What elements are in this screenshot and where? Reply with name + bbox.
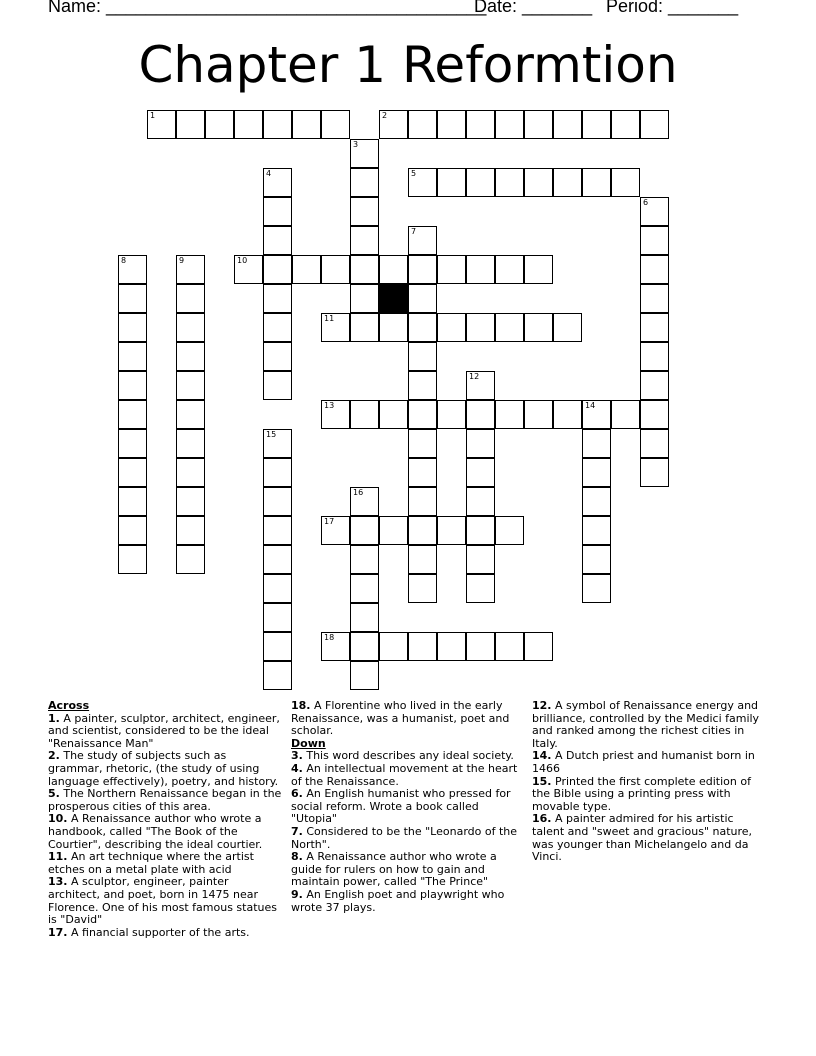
clue-item: 15. Printed the first complete edition of the Bible using a printing press with movable type. (532, 774, 751, 813)
crossword-cell[interactable] (350, 226, 379, 255)
crossword-cell[interactable] (408, 458, 437, 487)
crossword-cell[interactable] (495, 168, 524, 197)
crossword-cell[interactable] (263, 226, 292, 255)
clue-number: 10 (237, 256, 248, 265)
crossword-cell[interactable] (176, 342, 205, 371)
crossword-cell[interactable] (553, 110, 582, 139)
clue-number: 16 (353, 488, 364, 497)
crossword-cell[interactable] (321, 632, 350, 661)
clue-number: 3 (353, 140, 359, 149)
crossword-cell[interactable] (611, 400, 640, 429)
crossword-cell[interactable] (408, 255, 437, 284)
clues-column-3 (532, 700, 764, 864)
crossword-cell[interactable] (350, 313, 379, 342)
date-field[interactable]: Date: _______ (474, 0, 593, 16)
clue-number: 7 (411, 227, 417, 236)
crossword-cell[interactable] (408, 168, 437, 197)
crossword-cell[interactable] (640, 313, 669, 342)
crossword-cell[interactable] (263, 197, 292, 226)
crossword-cell[interactable] (466, 400, 495, 429)
crossword-cell[interactable] (524, 110, 553, 139)
crossword-cell[interactable] (611, 110, 640, 139)
crossword-cell[interactable] (234, 110, 263, 139)
crossword-cell[interactable] (466, 545, 495, 574)
crossword-cell[interactable] (176, 487, 205, 516)
crossword-cell[interactable] (408, 110, 437, 139)
clue-number: 13 (324, 401, 335, 410)
blocked-cell (379, 284, 408, 313)
crossword-cell[interactable] (118, 458, 147, 487)
crossword-cell[interactable] (640, 371, 669, 400)
crossword-cell[interactable] (408, 516, 437, 545)
clue-number: 12 (469, 372, 480, 381)
crossword-cell[interactable] (495, 516, 524, 545)
crossword-cell[interactable] (263, 168, 292, 197)
period-field[interactable]: Period: _______ (606, 0, 739, 16)
clue-number: 6 (643, 198, 649, 207)
crossword-cell[interactable] (466, 168, 495, 197)
crossword-cell[interactable] (350, 603, 379, 632)
crossword-cell[interactable] (495, 632, 524, 661)
crossword-cell[interactable] (118, 371, 147, 400)
crossword-cell[interactable] (379, 516, 408, 545)
crossword-cell[interactable] (350, 487, 379, 516)
clue-item: 12. A symbol of Renaissance energy and brilliance, controlled by the Medici family and ranked among the richest cities in Italy. (532, 699, 760, 750)
crossword-cell[interactable] (640, 400, 669, 429)
crossword-cell[interactable] (379, 110, 408, 139)
crossword-cell[interactable] (147, 110, 176, 139)
crossword-cell[interactable] (408, 574, 437, 603)
crossword-cell[interactable] (263, 342, 292, 371)
clue-item: 9. An English poet and playwright who wrote 37 plays. (291, 887, 505, 914)
crossword-cell[interactable] (176, 371, 205, 400)
crossword-cell[interactable] (408, 226, 437, 255)
crossword-cell[interactable] (379, 313, 408, 342)
crossword-cell[interactable] (292, 255, 321, 284)
crossword-cell[interactable] (408, 371, 437, 400)
clue-item: 18. A Florentine who lived in the early Renaissance, was a humanist, poet and scholar. (291, 699, 510, 738)
crossword-cell[interactable] (466, 487, 495, 516)
crossword-cell[interactable] (437, 516, 466, 545)
crossword-cell[interactable] (263, 110, 292, 139)
clue-number: 4 (266, 169, 272, 178)
crossword-cell[interactable] (263, 429, 292, 458)
crossword-cell[interactable] (437, 110, 466, 139)
crossword-cell[interactable] (263, 487, 292, 516)
crossword-cell[interactable] (408, 545, 437, 574)
crossword-cell[interactable] (118, 400, 147, 429)
crossword-cell[interactable] (553, 313, 582, 342)
crossword-cell[interactable] (321, 516, 350, 545)
crossword-cell[interactable] (350, 255, 379, 284)
clue-number: 8 (121, 256, 127, 265)
crossword-cell[interactable] (263, 574, 292, 603)
crossword-cell[interactable] (176, 400, 205, 429)
crossword-cell[interactable] (263, 632, 292, 661)
crossword-cell[interactable] (176, 110, 205, 139)
crossword-cell[interactable] (524, 632, 553, 661)
name-field[interactable]: Name: ______________________________________ (48, 0, 487, 16)
crossword-cell[interactable] (350, 574, 379, 603)
crossword-cell[interactable] (553, 400, 582, 429)
crossword-cell[interactable] (408, 429, 437, 458)
clue-number: 18 (324, 633, 335, 642)
across-heading: Across (48, 699, 90, 712)
clue-item: 5. The Northern Renaissance began in the prosperous cities of this area. (48, 787, 282, 813)
crossword-cell[interactable] (408, 487, 437, 516)
clue-number: 9 (179, 256, 185, 265)
clue-item: 16. A painter admired for his artistic talent and "sweet and gracious" nature, was younger than Michelangelo and da Vinci. (532, 812, 753, 864)
clue-item: 1. A painter, sculptor, architect, engineer, and scientist, considered to be the ideal "Renaissance Man" (48, 711, 280, 750)
crossword-cell[interactable] (176, 516, 205, 545)
clue-number: 17 (324, 517, 335, 526)
crossword-cell[interactable] (582, 574, 611, 603)
crossword-cell[interactable] (379, 632, 408, 661)
crossword-cell[interactable] (553, 168, 582, 197)
clue-item: 6. An English humanist who pressed for social reform. Wrote a book called "Utopia" (291, 787, 511, 826)
crossword-cell[interactable] (495, 400, 524, 429)
crossword-cell[interactable] (466, 458, 495, 487)
crossword-cell[interactable] (176, 429, 205, 458)
crossword-cell[interactable] (263, 603, 292, 632)
crossword-cell[interactable] (640, 284, 669, 313)
clue-item: 10. A Renaissance author who wrote a handbook, called "The Book of the Courtier", describing the ideal courtier. (48, 812, 263, 851)
crossword-cell[interactable] (524, 255, 553, 284)
clue-item: 3. This word describes any ideal society. (291, 749, 514, 763)
crossword-cell[interactable] (640, 429, 669, 458)
crossword-cell[interactable] (640, 458, 669, 487)
clues-column-2 (291, 700, 519, 914)
clue-item: 2. The study of subjects such as grammar, rhetoric, (the study of using language effectively), poetry, and history. (48, 749, 279, 788)
clue-item: 14. A Dutch priest and humanist born in 1466 (532, 749, 755, 775)
crossword-cell[interactable] (292, 110, 321, 139)
crossword-cell[interactable] (176, 255, 205, 284)
crossword-cell[interactable] (350, 632, 379, 661)
crossword-cell[interactable] (524, 400, 553, 429)
crossword-cell[interactable] (466, 371, 495, 400)
clue-number: 2 (382, 111, 388, 120)
crossword-cell[interactable] (350, 284, 379, 313)
crossword-cell[interactable] (350, 197, 379, 226)
crossword-cell[interactable] (118, 313, 147, 342)
crossword-cell[interactable] (582, 400, 611, 429)
crossword-cell[interactable] (437, 168, 466, 197)
clue-item: 8. A Renaissance author who wrote a guide for rulers on how to gain and maintain power, called "The Prince" (291, 850, 497, 889)
crossword-cell[interactable] (466, 255, 495, 284)
clue-number: 1 (150, 111, 156, 120)
crossword-cell[interactable] (118, 429, 147, 458)
crossword-cell[interactable] (640, 197, 669, 226)
crossword-cell[interactable] (118, 516, 147, 545)
crossword-cell[interactable] (495, 110, 524, 139)
clue-number: 5 (411, 169, 417, 178)
crossword-cell[interactable] (118, 255, 147, 284)
clues-column-1 (48, 700, 284, 939)
crossword-cell[interactable] (582, 458, 611, 487)
crossword-cell[interactable] (640, 110, 669, 139)
crossword-cell[interactable] (466, 632, 495, 661)
crossword-cell[interactable] (176, 458, 205, 487)
clue-item: 17. A financial supporter of the arts. (48, 925, 250, 939)
clue-number: 11 (324, 314, 335, 323)
crossword-cell[interactable] (263, 255, 292, 284)
crossword-cell[interactable] (466, 313, 495, 342)
clue-number: 14 (585, 401, 596, 410)
crossword-cell[interactable] (118, 342, 147, 371)
crossword-cell[interactable] (437, 313, 466, 342)
crossword-cell[interactable] (263, 661, 292, 690)
clue-item: 11. An art technique where the artist etches on a metal plate with acid (48, 850, 254, 876)
crossword-cell[interactable] (263, 313, 292, 342)
crossword-cell[interactable] (350, 400, 379, 429)
clue-item: 13. A sculptor, engineer, painter architect, and poet, born in 1475 near Florence. One of his most famous statues is "David" (48, 875, 278, 927)
clue-item: 4. An intellectual movement at the heart of the Renaissance. (291, 761, 518, 788)
crossword-cell[interactable] (408, 342, 437, 371)
crossword-cell[interactable] (350, 139, 379, 168)
crossword-cell[interactable] (321, 110, 350, 139)
crossword-cell[interactable] (466, 429, 495, 458)
crossword-cell[interactable] (582, 545, 611, 574)
crossword-cell[interactable] (495, 313, 524, 342)
crossword-cell[interactable] (350, 168, 379, 197)
crossword-cell[interactable] (176, 313, 205, 342)
crossword-cell[interactable] (640, 255, 669, 284)
crossword-cell[interactable] (582, 168, 611, 197)
crossword-cell[interactable] (118, 487, 147, 516)
crossword-cell[interactable] (408, 632, 437, 661)
crossword-cell[interactable] (611, 168, 640, 197)
crossword-cell[interactable] (408, 400, 437, 429)
crossword-cell[interactable] (524, 168, 553, 197)
crossword-cell[interactable] (466, 574, 495, 603)
down-heading: Down (291, 736, 326, 750)
crossword-cell[interactable] (118, 284, 147, 313)
crossword-cell[interactable] (466, 110, 495, 139)
crossword-cell[interactable] (640, 342, 669, 371)
crossword-cell[interactable] (350, 516, 379, 545)
crossword-cell[interactable] (495, 255, 524, 284)
crossword-cell[interactable] (582, 516, 611, 545)
crossword-cell[interactable] (263, 371, 292, 400)
crossword-cell[interactable] (176, 284, 205, 313)
crossword-cell[interactable] (582, 487, 611, 516)
clue-number: 15 (266, 430, 277, 439)
crossword-cell[interactable] (408, 313, 437, 342)
crossword-cell[interactable] (205, 110, 234, 139)
crossword-cell[interactable] (176, 545, 205, 574)
crossword-cell[interactable] (263, 458, 292, 487)
crossword-cell[interactable] (437, 632, 466, 661)
crossword-cell[interactable] (263, 545, 292, 574)
crossword-cell[interactable] (234, 255, 263, 284)
crossword-cell[interactable] (263, 516, 292, 545)
crossword-cell[interactable] (379, 255, 408, 284)
crossword-cell[interactable] (408, 284, 437, 313)
crossword-cell[interactable] (263, 284, 292, 313)
crossword-cell[interactable] (437, 255, 466, 284)
crossword-cell[interactable] (321, 400, 350, 429)
crossword-cell[interactable] (379, 400, 408, 429)
crossword-cell[interactable] (350, 661, 379, 690)
page-title: Chapter 1 Reformtion (138, 36, 678, 94)
clue-item: 7. Considered to be the "Leonardo of the North". (291, 824, 518, 851)
crossword-cell[interactable] (437, 400, 466, 429)
crossword-cell[interactable] (466, 516, 495, 545)
crossword-cell[interactable] (524, 313, 553, 342)
crossword-cell[interactable] (321, 255, 350, 284)
crossword-cell[interactable] (582, 110, 611, 139)
crossword-cell[interactable] (321, 313, 350, 342)
crossword-cell[interactable] (582, 429, 611, 458)
crossword-cell[interactable] (118, 545, 147, 574)
crossword-cell[interactable] (350, 545, 379, 574)
crossword-cell[interactable] (640, 226, 669, 255)
